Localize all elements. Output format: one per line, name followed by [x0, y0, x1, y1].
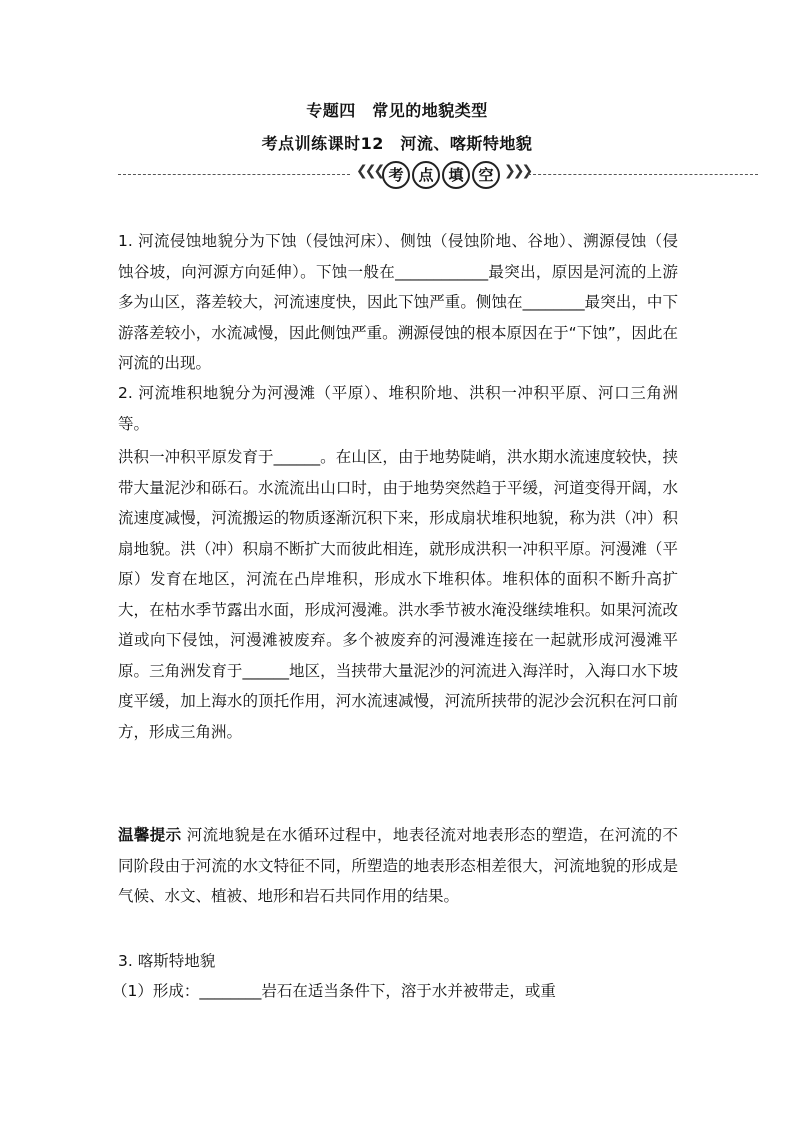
tip-text: 河流地貌是在水循环过程中，地表径流对地表形态的塑造，在河流的不同阶段由于河流的水文特征不同，所塑造的地表形态相差很大，河流地貌的形成是气候、水文、植被、地形和岩石共同作用的结果。 — [118, 826, 678, 905]
paragraph-alluvial-plain: 洪积一冲积平原发育于______。在山区，由于地势陡峭，洪水期水流速度较快，挟带大量泥沙和砾石。水流流出山口时，由于地势突然趋于平缓，河道变得开阔，水流速度减慢，河流搬运的物质逐渐沉积下来，形成扇状堆积地貌，称为洪（冲）积扇地貌。洪（冲）积扇不断扩大而彼此相连，就形成洪积一冲积平原。河漫滩（平原）发育在地区，河流在凸岸堆积，形成水下堆积体。堆积体的面积不断升高扩大，在枯水季节露出水面，形成河漫滩。洪水季节被水淹没继续堆积。如果河流改道或向下侵蚀，河漫滩被废弃。多个被废弃的河漫滩连接在一起就形成河漫滩平原。三角洲发育于______地区，当挟带大量泥沙的河流进入海洋时，入海口水下坡度平缓，加上海水的顶托作用，河水流速减慢，河流所挟带的泥沙会沉积在河口前方，形成三角洲。 — [118, 448, 678, 741]
karst-formation-line: （1）形成：________岩石在适当条件下，溶于水并被带走，或重 — [112, 982, 556, 1000]
banner-char-1: 考 — [382, 161, 410, 189]
banner-char-2: 点 — [412, 161, 440, 189]
topic-title: 专题四 常见的地貌类型 — [306, 101, 488, 120]
karst-heading: 3. 喀斯特地貌 — [118, 952, 216, 970]
banner-right-chevrons-icon: ❯❯❯ — [504, 163, 531, 179]
tip-label: 温馨提示 — [118, 826, 182, 844]
banner-left-chevrons-icon: ❮❮❮ — [356, 163, 383, 179]
section-banner — [118, 160, 758, 192]
tip-paragraph — [118, 820, 678, 912]
banner-char-3: 填 — [442, 161, 470, 189]
banner-right-rule — [528, 174, 758, 175]
lesson-title: 考点训练课时12 河流、喀斯特地貌 — [261, 134, 533, 153]
banner-left-rule — [118, 174, 350, 175]
paragraph-river-deposition: 2. 河流堆积地貌分为河漫滩（平原）、堆积阶地、洪积一冲积平原、河口三角洲等。 — [118, 384, 678, 433]
banner-char-4: 空 — [472, 161, 500, 189]
paragraph-river-erosion: 1. 河流侵蚀地貌分为下蚀（侵蚀河床）、侧蚀（侵蚀阶地、谷地）、溯源侵蚀（侵蚀谷坡，向河源方向延伸）。下蚀一般在____________最突出，原因是河流的上游多为山区，落差较大，河流速度快，因此下蚀严重。侧蚀在________最突出，中下游落差较小，水流减慢，因此侧蚀严重。溯源侵蚀的根本原因在于“下蚀”，因此在河流的出现。 — [118, 232, 678, 372]
